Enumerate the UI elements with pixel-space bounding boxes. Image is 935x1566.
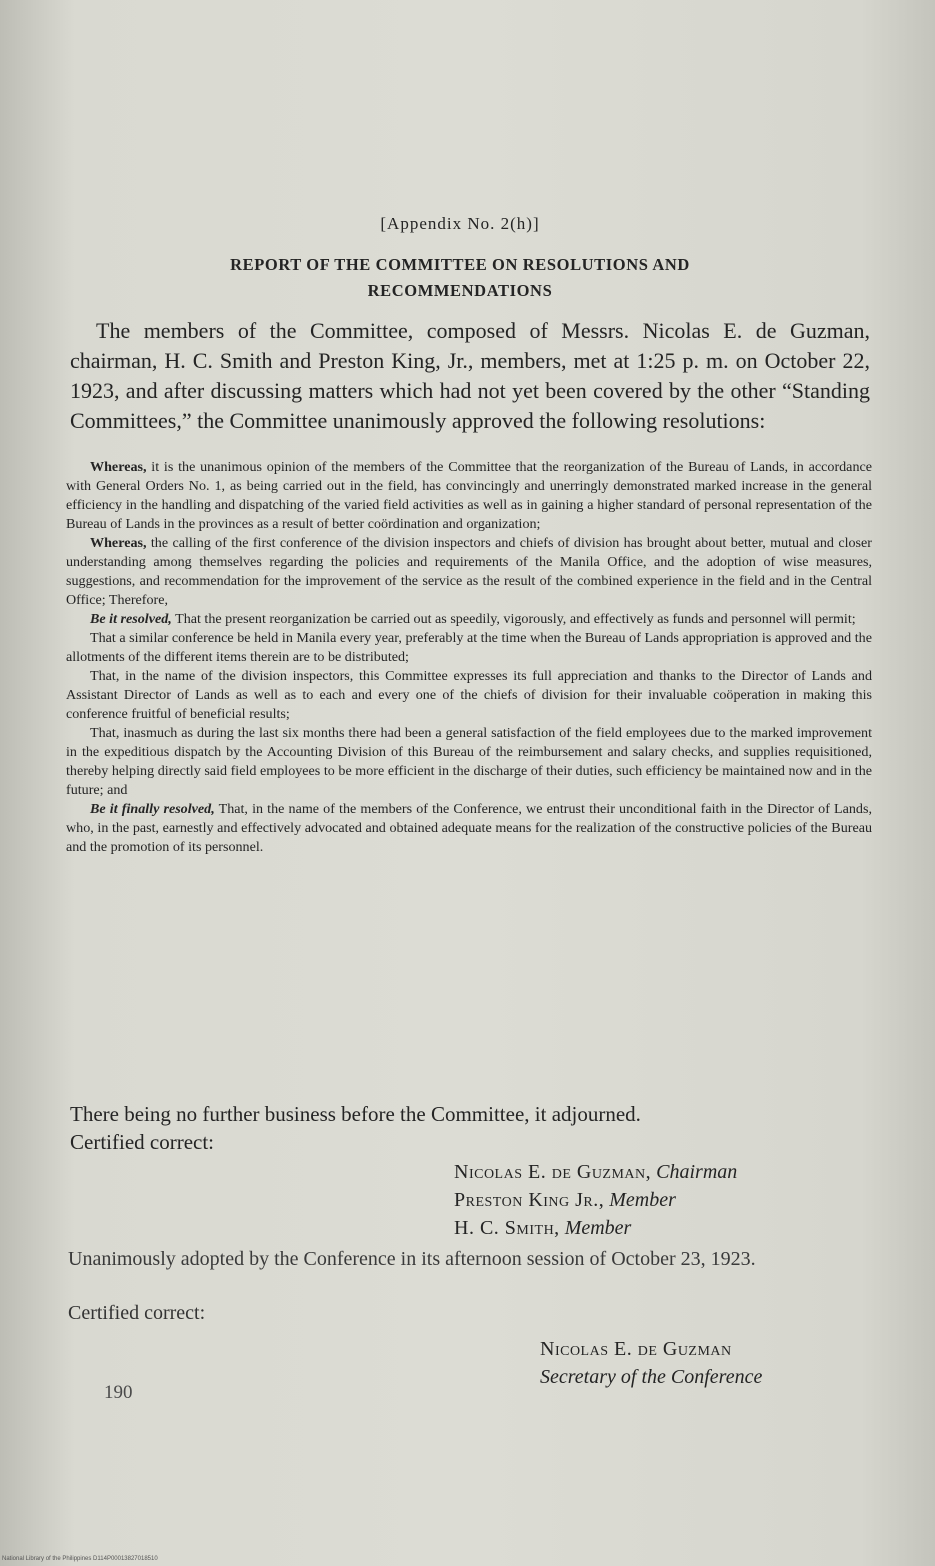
resolution-paragraph <box>66 534 872 610</box>
signatory-role: Member <box>609 1189 676 1211</box>
secretary-signature <box>540 1335 880 1391</box>
resolution-lead: Be it resolved, <box>90 611 172 627</box>
resolution-text: That the present reorganization be carried out as speedily, vigorously, and effectively as funds and personnel will permit; <box>171 611 856 627</box>
closing-block <box>70 1100 870 1156</box>
resolution-paragraph <box>66 458 872 534</box>
signature-line <box>454 1158 874 1186</box>
resolution-lead: Whereas, <box>90 535 147 551</box>
adjournment-line: There being no further business before the Committee, it adjourned. <box>70 1102 641 1126</box>
intro-paragraph: The members of the Committee, composed of Messrs. Nicolas E. de Guzman, chairman, H. C. Smith and Preston King, Jr., members, met at 1:25 p. m. on October 22, 1923, and after discussing matters which had not yet been covered by the other “Standing Committees,” the Committee unanimously approved the following resolutions: <box>70 318 870 433</box>
page-number: 190 <box>104 1382 133 1403</box>
resolution-paragraph <box>66 724 872 800</box>
resolution-text: That, in the name of the members of the Conference, we entrust their unconditional faith in the Director of Lands, who, in the past, earnestly and effectively advocated and obtained adequate means for the realization of the constructive policies of the Bureau and the promotion of its personnel. <box>66 801 872 855</box>
signatory-role: Member <box>564 1217 632 1239</box>
resolution-lead: Whereas, <box>90 459 147 475</box>
resolution-text: That, in the name of the division inspectors, this Committee expresses its full appreciation and thanks to the Director of Lands and Assistant Director of Lands as well as to each and every one of the chiefs of division for their invaluable coöperation in making this conference fruitful of beneficial results; <box>66 668 872 722</box>
certified-correct-label-2: Certified correct: <box>68 1302 206 1324</box>
signatory-name: H. C. Smith, <box>454 1217 560 1239</box>
report-title-line-1: REPORT OF THE COMMITTEE ON RESOLUTIONS AND <box>230 255 690 274</box>
signatory-name: Nicolas E. de Guzman, <box>454 1161 652 1183</box>
signatory-role: Chairman <box>656 1161 738 1183</box>
resolution-text: That a similar conference be held in Manila every year, preferably at the time when the Bureau of Lands appropriation is approved and the allotments of the different items therein are to be distributed; <box>66 630 872 665</box>
secretary-name: Nicolas E. de Guzman <box>540 1338 732 1360</box>
signatory-name: Preston King Jr., <box>454 1189 605 1211</box>
resolution-lead: Be it finally resolved, <box>90 801 215 817</box>
secretary-role: Secretary of the Conference <box>540 1366 763 1388</box>
library-footer: National Library of the Philippines D114P00013827018510 <box>2 1556 158 1562</box>
resolution-text: the calling of the first conference of the division inspectors and chiefs of division has brought about better, mutual and closer understanding among themselves regarding the policies and requirements of the Manila Office, and the adoption of wise measures, suggestions, and recommendation for the improvement of the service as the result of the combined experience in the field and in the Central Office; Therefore, <box>66 535 872 608</box>
resolution-paragraph <box>66 667 872 724</box>
resolution-paragraph <box>66 800 872 857</box>
signature-line <box>454 1186 874 1214</box>
appendix-label: [Appendix No. 2(h)] <box>380 214 540 233</box>
resolution-paragraph <box>66 629 872 667</box>
resolution-text: it is the unanimous opinion of the members of the Committee that the reorganization of the Bureau of Lands, in accordance with General Orders No. 1, as being carried out in the field, has convincingly and unerringly demonstrated marked increase in the general efficiency in the handling and dispatching of the varied field activities as well as in gaining a higher standard of personal representation of the Bureau of Lands in the provinces as a result of better coördination and organization; <box>66 459 872 532</box>
resolution-paragraph <box>66 610 872 629</box>
adoption-note: Unanimously adopted by the Conference in its afternoon session of October 23, 1923. <box>68 1248 756 1270</box>
report-title <box>150 252 770 304</box>
report-title-line-2: RECOMMENDATIONS <box>367 281 553 300</box>
committee-signatures <box>454 1158 874 1242</box>
certified-correct-label: Certified correct: <box>70 1130 215 1154</box>
resolution-text: That, inasmuch as during the last six months there had been a general satisfaction of the field employees due to the marked improvement in the expeditious dispatch by the Accounting Division of this Bureau of the reimbursement and salary checks, and supplies requisitioned, thereby helping directly said field employees to be more efficient in the discharge of their duties, such efficiency be maintained now and in the future; and <box>66 725 872 798</box>
resolutions-list <box>66 458 872 857</box>
signature-line <box>454 1214 874 1242</box>
